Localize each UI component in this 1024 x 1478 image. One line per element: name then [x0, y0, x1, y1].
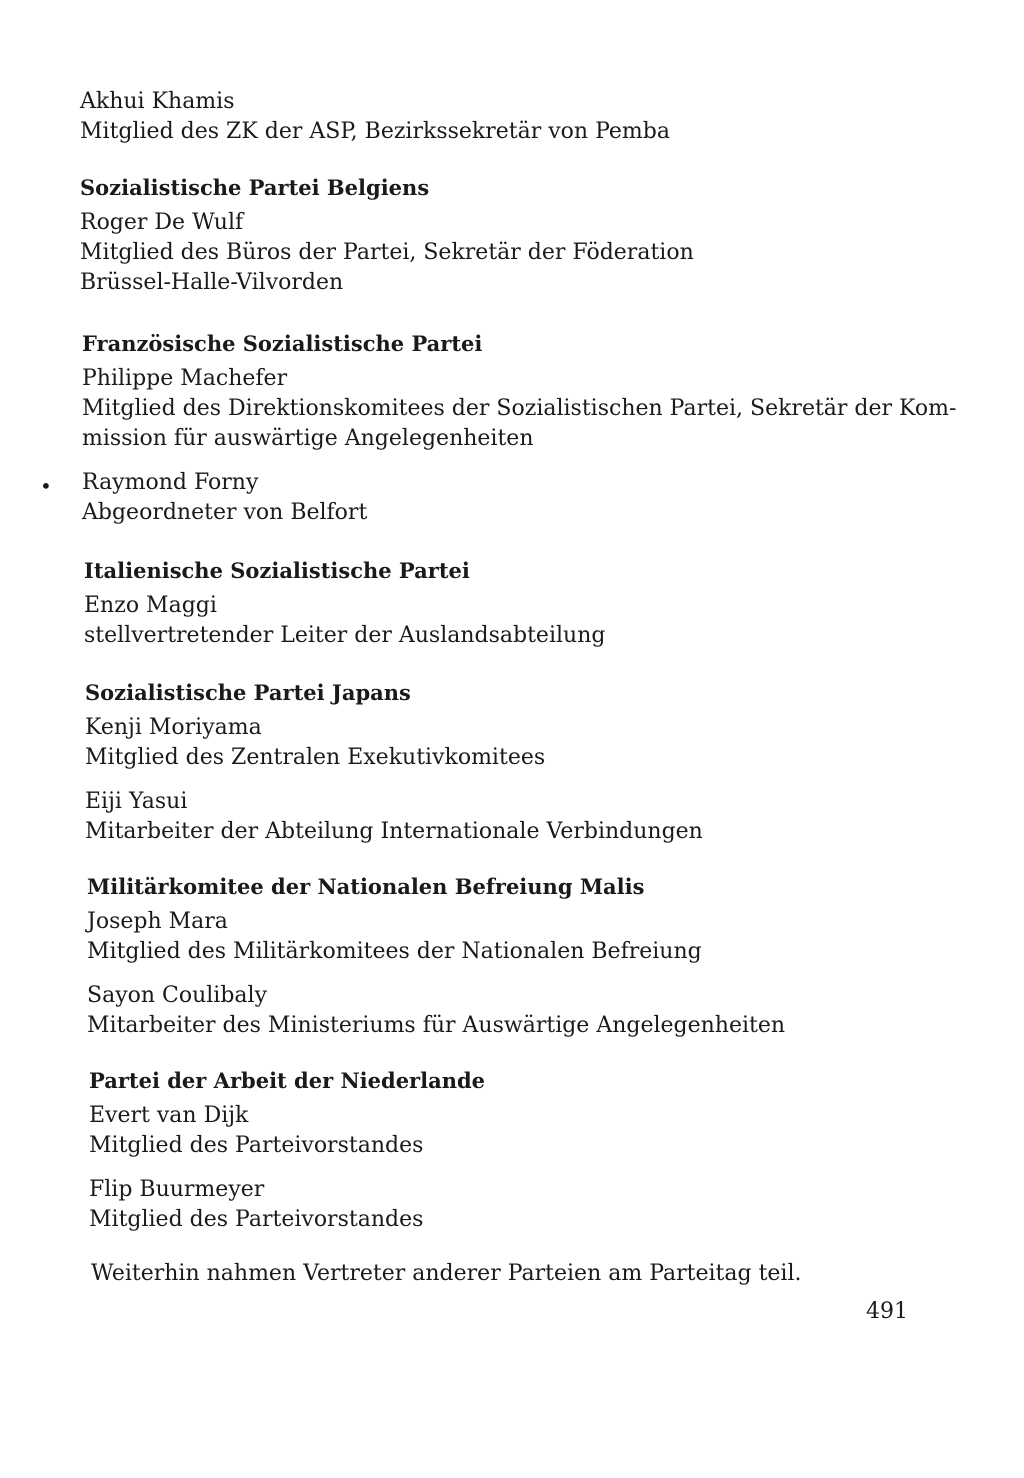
closing-note: [91, 1259, 951, 1289]
person-name: Eiji Yasui: [85, 789, 188, 814]
person-name: Roger De Wulf: [80, 210, 244, 235]
page-number: 491: [866, 1299, 908, 1324]
person-role-continued: Brüssel-Halle-Vilvorden: [80, 270, 344, 295]
section-belgium: [80, 173, 940, 298]
person-role: Mitglied des Militärkomitees der Nationalen Befreiung: [87, 939, 702, 964]
person-role: Mitglied des ZK der ASP, Bezirkssekretär von Pemba: [80, 119, 670, 144]
section-netherlands: [89, 1066, 949, 1235]
party-heading: Militärkomitee der Nationalen Befreiung Malis: [87, 874, 645, 899]
section-mali: [87, 872, 947, 1041]
person-name: Flip Buurmeyer: [89, 1177, 265, 1202]
section-italy: [84, 556, 944, 651]
person-role: Mitglied des Büros der Partei, Sekretär der Föderation: [80, 240, 694, 265]
person-name: Kenji Moriyama: [85, 715, 262, 740]
person-role: Abgeordneter von Belfort: [82, 500, 368, 525]
person-name: Sayon Coulibaly: [87, 983, 268, 1008]
party-heading: Italienische Sozialistische Partei: [84, 558, 470, 583]
person-name: Evert van Dijk: [89, 1103, 249, 1128]
person-role-continued: mission für auswärtige Angelegenheiten: [82, 426, 534, 451]
entry-khamis: [80, 87, 940, 147]
margin-bullet: •: [40, 474, 52, 498]
person-role: Mitglied des Direktionskomitees der Sozialistischen Partei, Sekretär der Kom-: [82, 396, 957, 421]
party-heading: Sozialistische Partei Belgiens: [80, 175, 430, 200]
person-role: Mitglied des Parteivorstandes: [89, 1207, 424, 1232]
party-heading: Französische Sozialistische Partei: [82, 331, 483, 356]
party-heading: Sozialistische Partei Japans: [85, 680, 411, 705]
person-name: Raymond Forny: [82, 470, 259, 495]
section-japan: [85, 678, 945, 847]
party-heading: Partei der Arbeit der Niederlande: [89, 1068, 486, 1093]
person-role: Mitarbeiter der Abteilung Internationale Verbindungen: [85, 819, 703, 844]
person-role: Mitglied des Parteivorstandes: [89, 1133, 424, 1158]
person-name: Joseph Mara: [87, 909, 228, 934]
person-role: stellvertretender Leiter der Auslandsabteilung: [84, 623, 606, 648]
person-role: Mitglied des Zentralen Exekutivkomitees: [85, 745, 546, 770]
section-france: [82, 329, 957, 528]
person-name: Philippe Machefer: [82, 366, 288, 391]
closing-text: Weiterhin nahmen Vertreter anderer Parteien am Parteitag teil.: [91, 1261, 802, 1286]
person-name: Enzo Maggi: [84, 593, 217, 618]
person-role: Mitarbeiter des Ministeriums für Auswärtige Angelegenheiten: [87, 1013, 786, 1038]
person-name: Akhui Khamis: [80, 89, 235, 114]
